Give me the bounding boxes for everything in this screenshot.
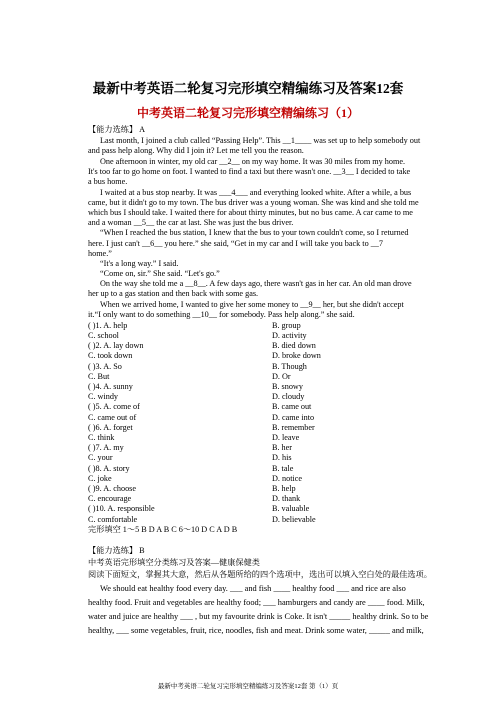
passage-line: a bus home. — [88, 177, 128, 186]
passage-line: “When I reached the bus station, I knew that the bus to your town couldn't come, so I returned — [100, 228, 409, 237]
answer-key: 完形填空 1～5 B D A B C 6～10 D C A D B — [88, 525, 238, 534]
option-left: ( )5. A. come of — [88, 402, 140, 411]
option-right: D. broke down — [272, 351, 321, 360]
option-left: ( )8. A. story — [88, 464, 130, 473]
section-b-line: We should eat healthy food every day. ___ and fish ____ healthy food ___ and rice are also — [100, 584, 406, 593]
option-left: C. think — [88, 433, 115, 442]
option-right: B. help — [272, 484, 296, 493]
option-right: B. group — [272, 321, 301, 330]
option-left: ( )6. A. forget — [88, 423, 133, 432]
page-footer: 最新中考英语二轮复习完形填空精编练习及答案12套 第（1）页 — [157, 683, 339, 690]
section-b-instruction: 阅读下面短文，掌握其大意，然后从各题所给的四个选项中，选出可以填入空白处的最佳选项。 — [88, 570, 432, 579]
option-right: B. died down — [272, 341, 316, 350]
option-left: ( )3. A. So — [88, 362, 122, 371]
option-right: D. thank — [272, 494, 301, 503]
option-right: B. tale — [272, 464, 294, 473]
passage-line: It's too far to go home on foot. I wanted to find a taxi but there wasn't one. __3__ I decided to take — [88, 167, 411, 176]
option-left: ( )4. A. sunny — [88, 382, 133, 391]
option-left: C. school — [88, 331, 119, 340]
option-left: ( )9. A. choose — [88, 484, 136, 493]
section-b-line: healthy food. Fruit and vegetables are healthy food; ___ hamburgers and candy are ____ food. Milk, — [88, 598, 425, 607]
option-right: B. remember — [272, 423, 315, 432]
option-right: B. Though — [272, 362, 307, 371]
option-right: D. notice — [272, 474, 303, 483]
option-right: B. came out — [272, 402, 312, 411]
section-b-line: healthy, ___ some vegetables, fruit, rice, noodles, fish and meat. Drink some water, _____ and milk, — [88, 626, 424, 635]
option-right: B. her — [272, 443, 293, 452]
passage-line: and a woman __5__ the car at last. She was just the bus driver. — [88, 218, 294, 227]
passage-line: home.” — [88, 249, 112, 258]
document-title: 最新中考英语二轮复习完形填空精编练习及答案12套 — [92, 81, 404, 96]
option-left: C. But — [88, 372, 110, 381]
option-right: D. cloudy — [272, 392, 305, 401]
passage-line: “Come on, sir.” She said. “Let's go.” — [100, 269, 220, 278]
option-right: B. valuable — [272, 504, 310, 513]
option-right: D. came into — [272, 413, 315, 422]
passage-line: and pass help along. Why did I join it? Let me tell you the reason. — [88, 146, 304, 155]
section-b-header: 【能力选练】 B — [88, 546, 145, 555]
passage-line: here. I just can't __6__ you here.” she said, “Get in my car and I will take you back to __7 — [88, 239, 383, 248]
passage-line: her up to a gas station and then back with some gas. — [88, 289, 259, 298]
section-b-line: 中考英语完形填空分类练习及答案—健康保健类 — [88, 558, 260, 567]
option-left: C. took down — [88, 351, 133, 360]
exercise-subtitle: 中考英语二轮复习完形填空精编练习（1） — [136, 106, 359, 120]
option-left: C. windy — [88, 392, 119, 401]
option-right: D. leave — [272, 433, 300, 442]
option-right: D. his — [272, 453, 292, 462]
passage-line: it.“I only want to do something __10__ for somebody. Pass help along.” she said. — [88, 310, 355, 319]
section-b-line: water and juice are healthy ___ , but my favourite drink is Coke. It isn't _____ healthy drink. So to be — [88, 612, 429, 621]
option-right: B. snowy — [272, 382, 303, 391]
passage-line: When we arrived home, I wanted to give her some money to __9__ her, but she didn't accept — [100, 300, 404, 309]
option-left: ( )1. A. help — [88, 321, 128, 330]
passage-line: “It's a long way.” I said. — [100, 259, 179, 268]
option-left: C. encourage — [88, 494, 132, 503]
passage-line: Last month, I joined a club called “Passing Help”. This __1____ was set up to help somebody out — [100, 136, 421, 145]
option-left: ( )7. A. my — [88, 443, 124, 452]
option-right: D. Or — [272, 372, 291, 381]
option-right: D. believable — [272, 515, 316, 524]
option-left: ( )2. A. lay down — [88, 341, 144, 350]
option-left: C. came out of — [88, 413, 137, 422]
passage-line: I waited at a bus stop nearby. It was ___4___ and everything looked white. After a while, a bus — [100, 188, 412, 197]
option-left: ( )10. A. responsible — [88, 504, 155, 513]
option-right: D. activity — [272, 331, 307, 340]
passage-line: came, but it didn't go to my town. The bus driver was a young woman. She was kind and she told me — [88, 198, 419, 207]
option-left: C. joke — [88, 474, 112, 483]
passage-line: One afternoon in winter, my old car __2__ on my way home. It was 30 miles from my home. — [100, 157, 406, 166]
option-left: C. your — [88, 453, 113, 462]
passage-line: which bus I should take. I waited there for about thirty minutes, but no bus came. A car came to me — [88, 208, 413, 217]
option-left: C. comfortable — [88, 515, 138, 524]
section-a-header: 【能力选练】 A — [88, 125, 146, 134]
passage-line: On the way she told me a __8__. A few days ago, there wasn't gas in her car. An old man drove — [100, 279, 412, 288]
